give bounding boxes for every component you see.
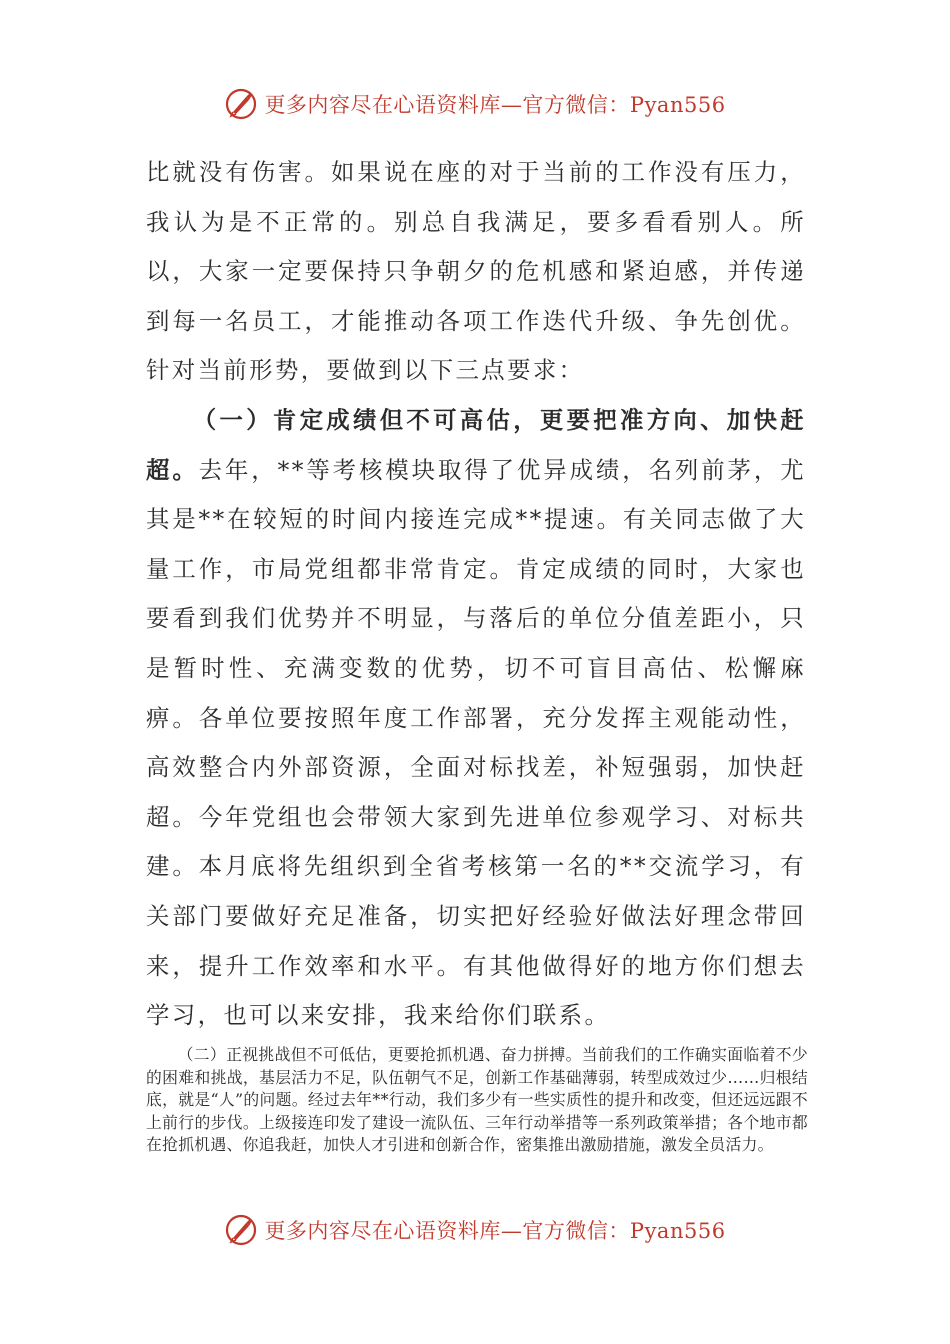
section-one-heading: （一）肯定成绩但不可高估，更要把准方向、加快赶超。 [146,405,806,484]
continuation-paragraph: 比就没有伤害。如果说在座的对于当前的工作没有压力，我认为是不正常的。别总自我满足，要多看看别人。所以，大家一定要保持只争朝夕的危机感和紧迫感，并传递到每一名员工，才能推动各项工作迭代升级、争先创优。针对当前形势，要做到以下三点要求： [146,158,806,385]
section-one-paragraph [146,396,806,1041]
section-two-block [146,1044,808,1157]
footer-banner [0,1210,950,1250]
section-two-paragraph: （二）正视挑战但不可低估，更要抢抓机遇、奋力拼搏。当前我们的工作确实面临着不少的困难和挑战，基层活力不足，队伍朝气不足，创新工作基础薄弱，转型成效过少……归根结底，就是“人”的问题。经过去年**行动，我们多少有一些实质性的提升和改变，但还远远跟不上前行的步伐。上级接连印发了建设一流队伍、三年行动举措等一系列政策举措；各个地市都在抢抓机遇、你追我赶，加快人才引进和创新合作，密集推出激励措施，激发全员活力。 [146,1045,808,1155]
pen-logo-icon [224,87,258,121]
header-banner-text: 更多内容尽在心语资料库—官方微信：Pyan556 [264,93,726,117]
pen-logo-icon [224,1213,258,1247]
section-one-text: 去年，**等考核模块取得了优异成绩，名列前茅，尤其是**在较短的时间内接连完成**提速。有关同志做了大量工作，市局党组都非常肯定。肯定成绩的同时，大家也要看到我们优势并不明显，与落后的单位分值差距小，只是暂时性、充满变数的优势，切不可盲目高估、松懈麻痹。各单位要按照年度工作部署，充分发挥主观能动性，高效整合内外部资源，全面对标找差，补短强弱，加快赶超。今年党组也会带领大家到先进单位参观学习、对标共建。本月底将先组织到全省考核第一名的**交流学习，有关部门要做好充足准备，切实把好经验好做法好理念带回来，提升工作效率和水平。有其他做得好的地方你们想去学习，也可以来安排，我来给你们联系。 [146,455,806,1030]
header-banner [0,84,950,124]
main-body-text [146,148,806,1041]
footer-banner-text: 更多内容尽在心语资料库—官方微信：Pyan556 [264,1219,726,1243]
